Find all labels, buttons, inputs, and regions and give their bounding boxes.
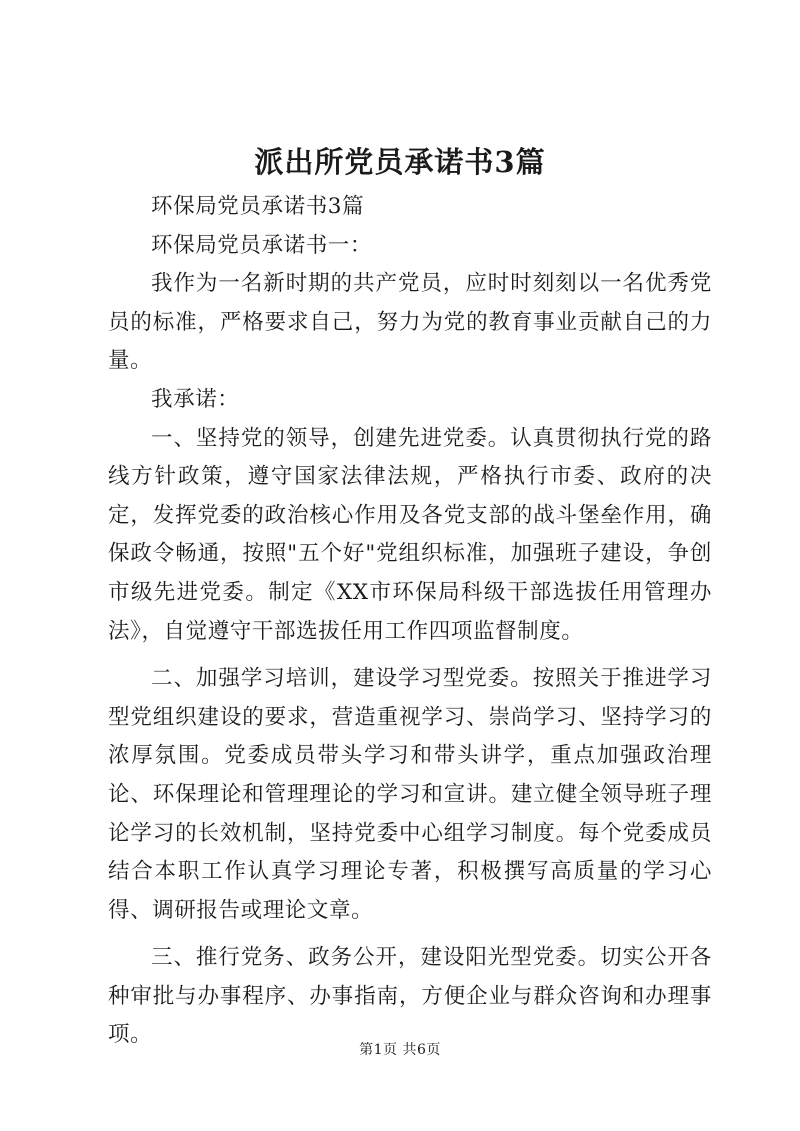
paragraph-intro: 我作为一名新时期的共产党员，应时时刻刻以一名优秀党员的标准，严格要求自己，努力为党的教育事业贡献自己的力量。 — [108, 271, 712, 374]
paragraph-pledge-3: 三、推行党务、政务公开，建设阳光型党委。切实公开各种审批与办事程序、办事指南，方便企业与群众咨询和办理事项。 — [108, 945, 712, 1048]
paragraph-pledge-1: 一、坚持党的领导，创建先进党委。认真贯彻执行党的路线方针政策，遵守国家法律法规，严格执行市委、政府的决定，发挥党委的政治核心作用及各党支部的战斗堡垒作用，确保政令畅通，按照"五个好"党组织标准，加强班子建设，争创市级先进党委。制定《XX市环保局科级干部选拔任用管理办法》，自觉遵守干部选拔任用工作四项监督制度。 — [108, 425, 712, 644]
page-footer: 第1页 共6页 — [359, 1042, 441, 1058]
paragraph-section-heading: 环保局党员承诺书一： — [151, 232, 373, 258]
paragraph-pledge-label: 我承诺： — [151, 386, 240, 412]
document-title: 派出所党员承诺书3篇 — [254, 145, 546, 179]
document-body — [108, 188, 712, 1055]
paragraph-pledge-2: 二、加强学习培训，建设学习型党委。按照关于推进学习型党组织建设的要求，营造重视学习、崇尚学习、坚持学习的浓厚氛围。党委成员带头学习和带头讲学，重点加强政治理论、环保理论和管理理论的学习和宣讲。建立健全领导班子理论学习的长效机制，坚持党委中心组学习制度。每个党委成员结合本职工作认真学习理论专著，积极撰写高质量的学习心得、调研报告或理论文章。 — [108, 666, 712, 923]
paragraph-subtitle: 环保局党员承诺书3篇 — [151, 194, 365, 219]
